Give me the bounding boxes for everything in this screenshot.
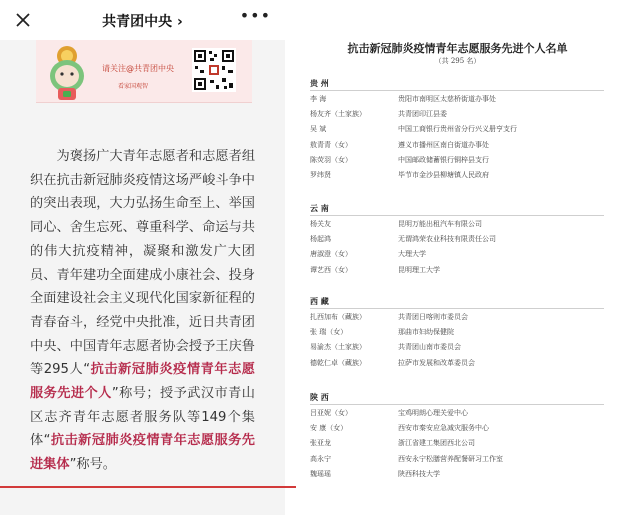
awardee-unit: 昆明理工大学 — [398, 265, 440, 274]
divider-line — [0, 486, 296, 488]
list-item — [310, 155, 604, 169]
nav-title[interactable]: 共青团中央 — [102, 14, 173, 30]
awardee-name: 张亚龙 — [310, 439, 331, 448]
article-paragraph — [30, 145, 255, 477]
awardee-name: 罗纬贤 — [310, 171, 331, 179]
awardee-name: 魏瑶瑶 — [310, 469, 331, 478]
awardee-unit: 共青团日喀则市委员会 — [398, 313, 468, 321]
awardee-unit: 拉萨市发展和改革委员会 — [398, 358, 475, 367]
awardee-unit: 西安永宁松膳营养配餐研习工作室 — [398, 454, 503, 463]
award-list-document — [296, 0, 619, 515]
nav-bar — [0, 0, 285, 40]
award-highlight-individual: 抗击新冠肺炎疫情青年志愿服务先进个人 — [30, 362, 255, 402]
article-text-2: ”称号；授予武汉市青山区志齐青年志愿者服务队等149个集体“ — [30, 386, 255, 449]
province-heading: 贵 州 — [310, 78, 329, 88]
province-heading: 西 藏 — [310, 296, 329, 306]
list-item — [310, 469, 604, 483]
awardee-unit: 毕节市金沙县柳塘镇人民政府 — [398, 171, 489, 179]
section-divider — [310, 404, 604, 405]
article-text-3: ”称号。 — [69, 457, 116, 473]
list-item — [310, 109, 604, 123]
awardee-unit: 昆明万能出租汽车有限公司 — [398, 220, 482, 228]
list-item — [310, 342, 604, 356]
awardee-name: 谭艺西（女） — [310, 265, 352, 274]
section-divider — [310, 90, 604, 91]
follow-banner — [36, 40, 252, 103]
awardee-unit: 共青团印江县委 — [398, 110, 447, 119]
awardee-unit: 大理大学 — [398, 250, 426, 259]
list-item — [310, 438, 604, 452]
banner-slogan-text: 看家国观智 — [118, 83, 149, 90]
awardee-name: 陈荧羽（女） — [310, 155, 352, 164]
chevron-right-icon: › — [177, 14, 183, 30]
document-subtitle: （共 295 名） — [434, 57, 481, 65]
awardee-name: 唐淑澄（女） — [310, 250, 352, 259]
awardee-unit: 西安市秦安应急减灾服务中心 — [398, 424, 489, 433]
awardee-unit: 无谓鸿荣农业科技有限责任公司 — [398, 235, 496, 244]
section-divider — [310, 215, 604, 216]
awardee-unit: 贵阳市南明区太慈桥街道办事处 — [398, 95, 496, 103]
qr-code — [192, 48, 236, 92]
awardee-unit: 浙江省建工集团西北公司 — [398, 439, 475, 448]
awardee-name: 杨友齐（土家族） — [310, 110, 366, 119]
article-text-1: 为褒扬广大青年志愿者和志愿者组织在抗击新冠肺炎疫情这场严峻斗争中的突出表现，大力弘扬生命至上、举国同心、舍生忘死、尊重科学、命运与共的伟大抗疫精神，凝聚和激发广大团员、青年建功全面建成小康社会、投身全面建设社会主义现代化国家新征程的青春奋斗，经党中央批准，近日共青团中央、中国青年志愿者协会授予王庆鲁等295人“ — [30, 149, 256, 378]
awardee-name: 吴 斌 — [310, 125, 327, 134]
awardee-name: 敖青青（女） — [310, 140, 352, 149]
list-item — [310, 249, 604, 263]
list-item — [310, 140, 604, 154]
list-item — [310, 170, 604, 184]
more-icon[interactable]: ••• — [239, 6, 271, 25]
awardee-name: 李 海 — [310, 95, 327, 103]
award-highlight-collective: 抗击新冠肺炎疫情青年志愿服务先进集体 — [30, 433, 255, 473]
list-item — [310, 423, 604, 437]
awardee-name: 扎西加布（藏族） — [310, 313, 366, 321]
document-title: 抗击新冠肺炎疫情青年志愿服务先进个人名单 — [347, 42, 568, 55]
list-item — [310, 94, 604, 108]
awardee-name: 安 康（女） — [310, 424, 348, 433]
awardee-unit: 陕西科技大学 — [398, 469, 440, 478]
awardee-name: 高永宁 — [310, 454, 331, 463]
list-item — [310, 124, 604, 138]
list-item — [310, 312, 604, 326]
awardee-name: 易渝杰（土家族） — [310, 343, 366, 352]
awardee-unit: 遵义市播州区南白街道办事处 — [398, 140, 489, 149]
section-divider — [310, 308, 604, 309]
list-item — [310, 234, 604, 248]
list-item — [310, 219, 604, 233]
awardee-unit: 共青团山南市委员会 — [398, 343, 461, 352]
article-body — [30, 145, 255, 477]
list-item — [310, 327, 604, 341]
list-item — [310, 265, 604, 279]
phone-article-panel — [0, 0, 285, 515]
awardee-unit: 宝鸡明朗心理关爱中心 — [398, 409, 468, 417]
awardee-unit: 中国邮政储蓄银行铜梓县支行 — [398, 155, 489, 164]
awardee-unit: 中国工商银行贵州省分行兴义册亨支行 — [398, 125, 517, 134]
banner-follow-text: 请关注@共青团中央 — [102, 64, 174, 73]
list-item — [310, 408, 604, 422]
awardee-name: 张 瑞（女） — [310, 328, 348, 337]
awardee-name: 杨关友 — [310, 220, 331, 228]
awardee-name: 杨起鸿 — [310, 235, 331, 244]
province-heading: 陕 西 — [310, 392, 329, 402]
list-item — [310, 454, 604, 468]
awardee-name: 德乾仁卓（藏族） — [310, 358, 366, 367]
awardee-unit: 那曲市妇幼保健院 — [398, 328, 454, 337]
awardee-name: 吕亚妮（女） — [310, 409, 352, 417]
list-item — [310, 358, 604, 372]
province-heading: 云 南 — [310, 203, 329, 213]
mascot-image — [42, 42, 92, 102]
